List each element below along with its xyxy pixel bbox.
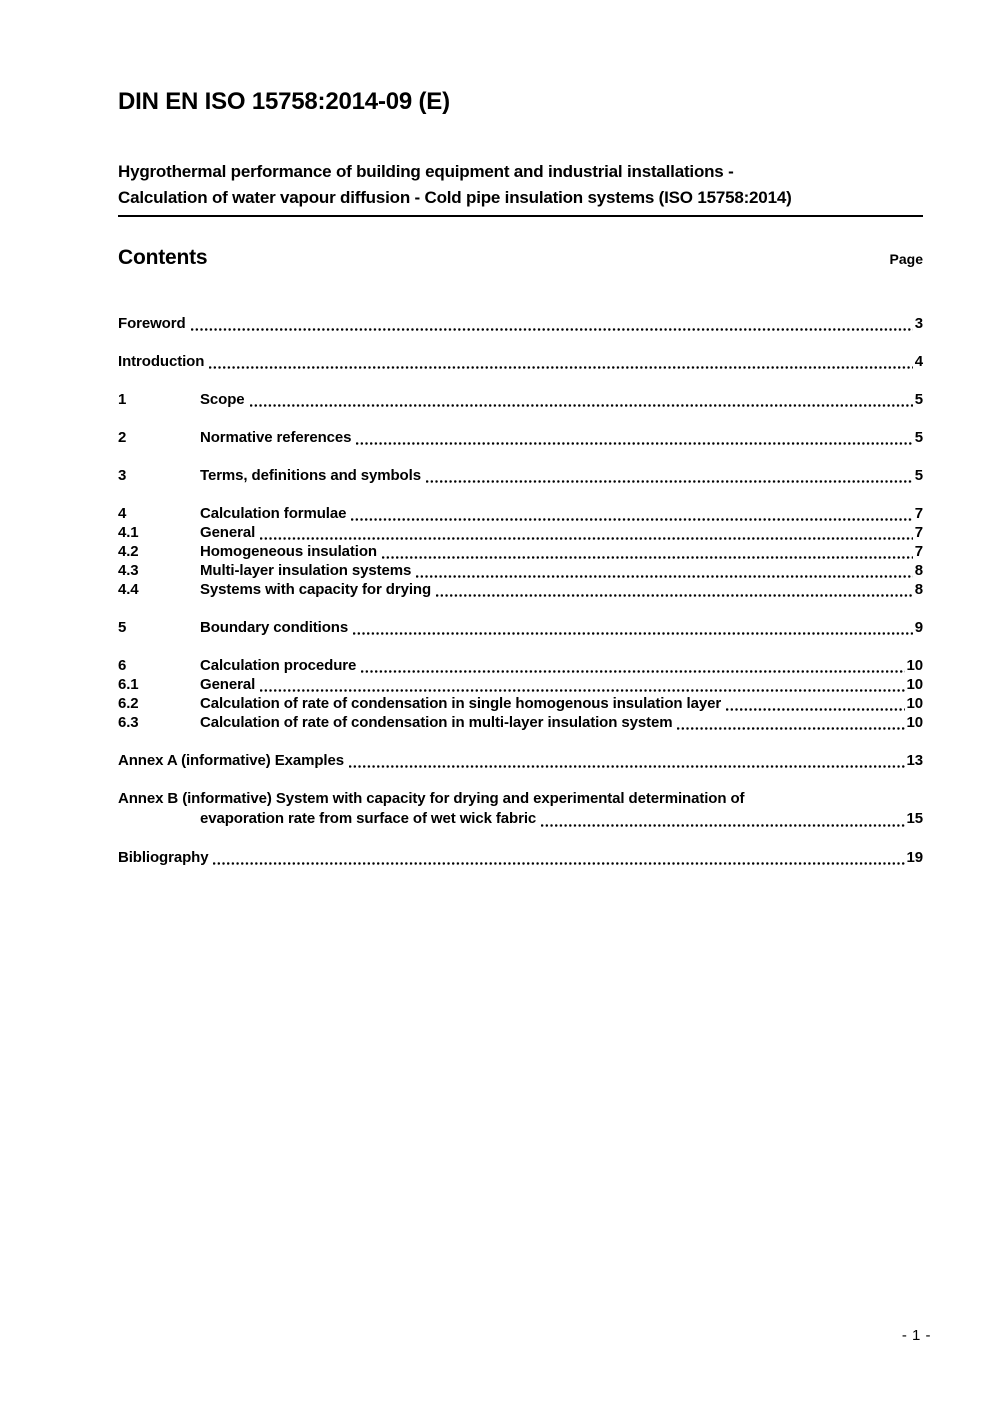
toc-entry-number: 4: [118, 505, 127, 522]
toc-entry-continuation: evaporation rate from surface of wet wick fabric: [200, 810, 537, 827]
toc-entry-label: Introduction: [118, 353, 205, 370]
toc-entry-number: 6.2: [118, 695, 139, 712]
contents-heading: Contents: [118, 246, 208, 269]
page-column-label: Page: [889, 251, 923, 267]
toc-dot-leader: [382, 556, 913, 559]
toc-entry: [118, 848, 923, 867]
toc-entry-label: Bibliography: [118, 849, 209, 866]
toc-entry-page: 5: [914, 429, 923, 446]
toc-entry: [118, 656, 923, 675]
toc-entry-label: Systems with capacity for drying: [200, 581, 432, 598]
toc-entry: [118, 561, 923, 580]
toc-entry-page: 10: [906, 676, 923, 693]
toc-entry: [118, 789, 923, 829]
toc-entry: [118, 713, 923, 732]
toc-entry-page: 5: [914, 391, 923, 408]
toc-dot-leader: [260, 689, 904, 692]
toc-entry-page: 8: [914, 581, 923, 598]
toc-entry-number: 3: [118, 467, 127, 484]
toc-entry-page: 7: [914, 543, 923, 560]
toc-dot-leader: [436, 594, 913, 597]
document-title-line1: Hygrothermal performance of building equipment and industrial installations -: [118, 162, 734, 181]
toc-entry-page: 7: [914, 505, 923, 522]
toc-entry-number: 4.4: [118, 581, 139, 598]
toc-dot-leader: [213, 862, 904, 865]
toc-entry: [118, 466, 923, 485]
toc-entry-page: 9: [914, 619, 923, 636]
toc-entry-page: 13: [906, 752, 923, 769]
toc-dot-leader: [353, 632, 913, 635]
toc-entry: [118, 390, 923, 409]
toc-dot-leader: [541, 824, 904, 827]
toc-entry: [118, 694, 923, 713]
toc-entry-page: 8: [914, 562, 923, 579]
standard-number-heading: DIN EN ISO 15758:2014-09 (E): [118, 88, 450, 115]
toc-entry-number: 5: [118, 619, 127, 636]
toc-entry-page: 10: [906, 657, 923, 674]
document-title-line2: Calculation of water vapour diffusion - Cold pipe insulation systems (ISO 15758:2014): [118, 188, 792, 207]
toc-entry-label: Calculation of rate of condensation in single homogenous insulation layer: [200, 695, 722, 712]
contents-header: [118, 246, 923, 270]
toc-entry-number: 2: [118, 429, 127, 446]
toc-entry-label: General: [200, 676, 256, 693]
toc-entry-label: Annex A (informative) Examples: [118, 752, 344, 769]
document-title: [118, 159, 923, 217]
toc-entry-line1: [118, 789, 923, 808]
toc-entry-page: 5: [914, 467, 923, 484]
toc-dot-leader: [677, 727, 904, 730]
toc-dot-leader: [351, 518, 912, 521]
toc-entry-label: Boundary conditions: [200, 619, 349, 636]
toc-entry: [118, 428, 923, 447]
toc-dot-leader: [250, 404, 913, 407]
table-of-contents: [118, 314, 923, 867]
toc-entry-number: 4.3: [118, 562, 139, 579]
toc-entry-label: Calculation of rate of condensation in multi-layer insulation system: [200, 714, 673, 731]
toc-entry-number: 6: [118, 657, 127, 674]
toc-entry-number: 6.3: [118, 714, 139, 731]
toc-entry-label: Annex B (informative) System with capacity for drying and experimental determination of: [118, 790, 745, 807]
toc-entry: [118, 751, 923, 770]
toc-entry: [118, 352, 923, 371]
toc-entry-label: Calculation formulae: [200, 505, 347, 522]
toc-entry-number: 6.1: [118, 676, 139, 693]
toc-entry-label: General: [200, 524, 256, 541]
toc-entry-number: 1: [118, 391, 127, 408]
toc-dot-leader: [361, 670, 904, 673]
toc-dot-leader: [416, 575, 913, 578]
toc-entry: [118, 618, 923, 637]
toc-dot-leader: [191, 328, 913, 331]
toc-entry-page: 4: [914, 353, 923, 370]
toc-entry-page: 10: [906, 695, 923, 712]
toc-dot-leader: [349, 765, 905, 768]
toc-entry: [118, 523, 923, 542]
toc-dot-leader: [426, 480, 913, 483]
toc-entry-label: Homogeneous insulation: [200, 543, 377, 560]
toc-entry: [118, 675, 923, 694]
toc-dot-leader: [209, 366, 912, 369]
toc-entry-label: Multi-layer insulation systems: [200, 562, 412, 579]
toc-entry-page: 10: [906, 714, 923, 731]
toc-entry: [118, 542, 923, 561]
toc-entry-label: Terms, definitions and symbols: [200, 467, 421, 484]
toc-entry-number: 4.1: [118, 524, 139, 541]
toc-dot-leader: [260, 537, 913, 540]
toc-entry-label: Foreword: [118, 315, 186, 332]
toc-entry-label: Normative references: [200, 429, 352, 446]
toc-entry-page: 19: [906, 849, 923, 866]
toc-entry-page: 15: [906, 810, 923, 827]
toc-entry-label: Calculation procedure: [200, 657, 357, 674]
toc-entry-label: Scope: [200, 391, 245, 408]
toc-entry-number: 4.2: [118, 543, 139, 560]
toc-entry: [118, 314, 923, 333]
toc-entry: [118, 504, 923, 523]
toc-entry-page: 7: [914, 524, 923, 541]
toc-dot-leader: [356, 442, 912, 445]
toc-entry-line2: [118, 808, 923, 829]
toc-dot-leader: [726, 708, 904, 711]
page-number-footer: - 1 -: [901, 1327, 931, 1344]
toc-entry: [118, 580, 923, 599]
toc-entry-page: 3: [914, 315, 923, 332]
